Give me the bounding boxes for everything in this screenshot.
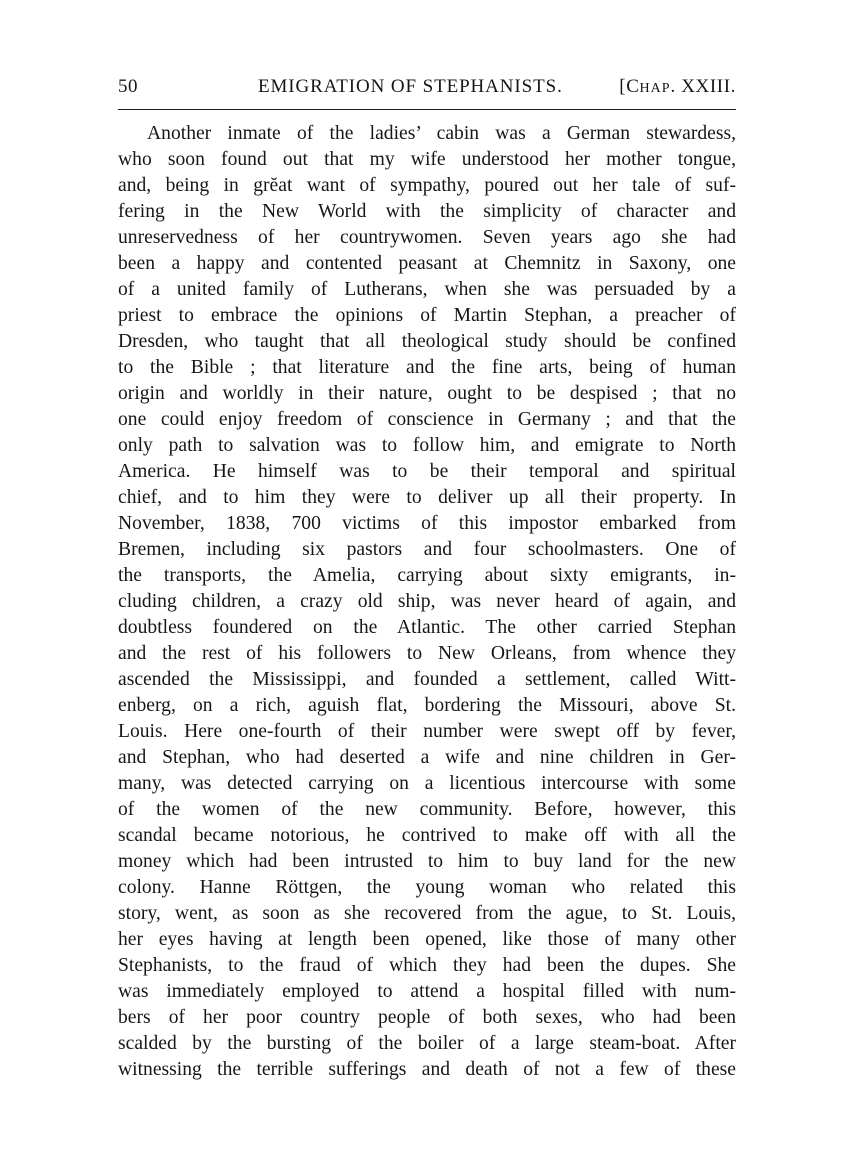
text-line: of a united family of Lutherans, when she was persuaded by a (118, 279, 736, 300)
body-text (118, 121, 736, 1081)
text-line: November, 1838, 700 victims of this impostor embarked from (118, 513, 736, 534)
text-line: witnessing the terrible sufferings and death of not a few of these (118, 1059, 736, 1080)
text-line: scalded by the bursting of the boiler of a large steam-boat. After (118, 1033, 736, 1054)
text-line: Dresden, who taught that all theological study should be confined (118, 331, 736, 352)
text-line: only path to salvation was to follow him, and emigrate to North (118, 435, 736, 456)
text-line: Stephanists, to the fraud of which they had been the dupes. She (118, 955, 736, 976)
chapter-reference (619, 72, 736, 104)
text-line: money which had been intrusted to him to buy land for the new (118, 851, 736, 872)
text-line: was immediately employed to attend a hospital filled with num- (118, 981, 736, 1002)
text-line: bers of her poor country people of both sexes, who had been (118, 1007, 736, 1028)
text-line: unreservedness of her countrywomen. Seven years ago she had (118, 227, 736, 248)
text-line: America. He himself was to be their temporal and spiritual (118, 461, 736, 482)
text-line: chief, and to him they were to deliver up all their property. In (118, 487, 736, 508)
text-line: fering in the New World with the simplicity of character and (118, 201, 736, 222)
text-line: Louis. Here one-fourth of their number were swept off by fever, (118, 721, 736, 742)
text-line: colony. Hanne Röttgen, the young woman who related this (118, 877, 736, 898)
text-line: her eyes having at length been opened, like those of many other (118, 929, 736, 950)
text-line: who soon found out that my wife understood her mother tongue, (118, 149, 736, 170)
text-line: the transports, the Amelia, carrying about sixty emigrants, in- (118, 565, 736, 586)
text-line: been a happy and contented peasant at Chemnitz in Saxony, one (118, 253, 736, 274)
text-line: and, being in grĕat want of sympathy, poured out her tale of suf- (118, 175, 736, 196)
text-line: and the rest of his followers to New Orleans, from whence they (118, 643, 736, 664)
text-line: enberg, on a rich, aguish flat, bordering the Missouri, above St. (118, 695, 736, 716)
text-line: Another inmate of the ladies’ cabin was a German stewardess, (147, 123, 736, 144)
text-line: ascended the Mississippi, and founded a settlement, called Witt- (118, 669, 736, 690)
chapter-open: [C (619, 76, 640, 97)
text-line: Bremen, including six pastors and four schoolmasters. One of (118, 539, 736, 560)
text-line: one could enjoy freedom of conscience in Germany ; and that the (118, 409, 736, 430)
text-line: and Stephan, who had deserted a wife and nine children in Ger- (118, 747, 736, 768)
text-line: to the Bible ; that literature and the fine arts, being of human (118, 357, 736, 378)
page-number: 50 (118, 76, 138, 97)
text-line: scandal became notorious, he contrived to make off with all the (118, 825, 736, 846)
text-line: origin and worldly in their nature, ought to be despised ; that no (118, 383, 736, 404)
text-line: story, went, as soon as she recovered from the ague, to St. Louis, (118, 903, 736, 924)
text-line: many, was detected carrying on a licentious intercourse with some (118, 773, 736, 794)
text-line: of the women of the new community. Before, however, this (118, 799, 736, 820)
running-title: EMIGRATION OF STEPHANISTS. (258, 76, 563, 97)
running-head (118, 72, 736, 102)
text-line: priest to embrace the opinions of Martin Stephan, a preacher of (118, 305, 736, 326)
header-rule (118, 109, 736, 110)
chapter-small-caps: HAP (639, 81, 671, 96)
text-line: cluding children, a crazy old ship, was never heard of again, and (118, 591, 736, 612)
chapter-close: . XXIII. (670, 76, 736, 97)
text-line: doubtless foundered on the Atlantic. The other carried Stephan (118, 617, 736, 638)
